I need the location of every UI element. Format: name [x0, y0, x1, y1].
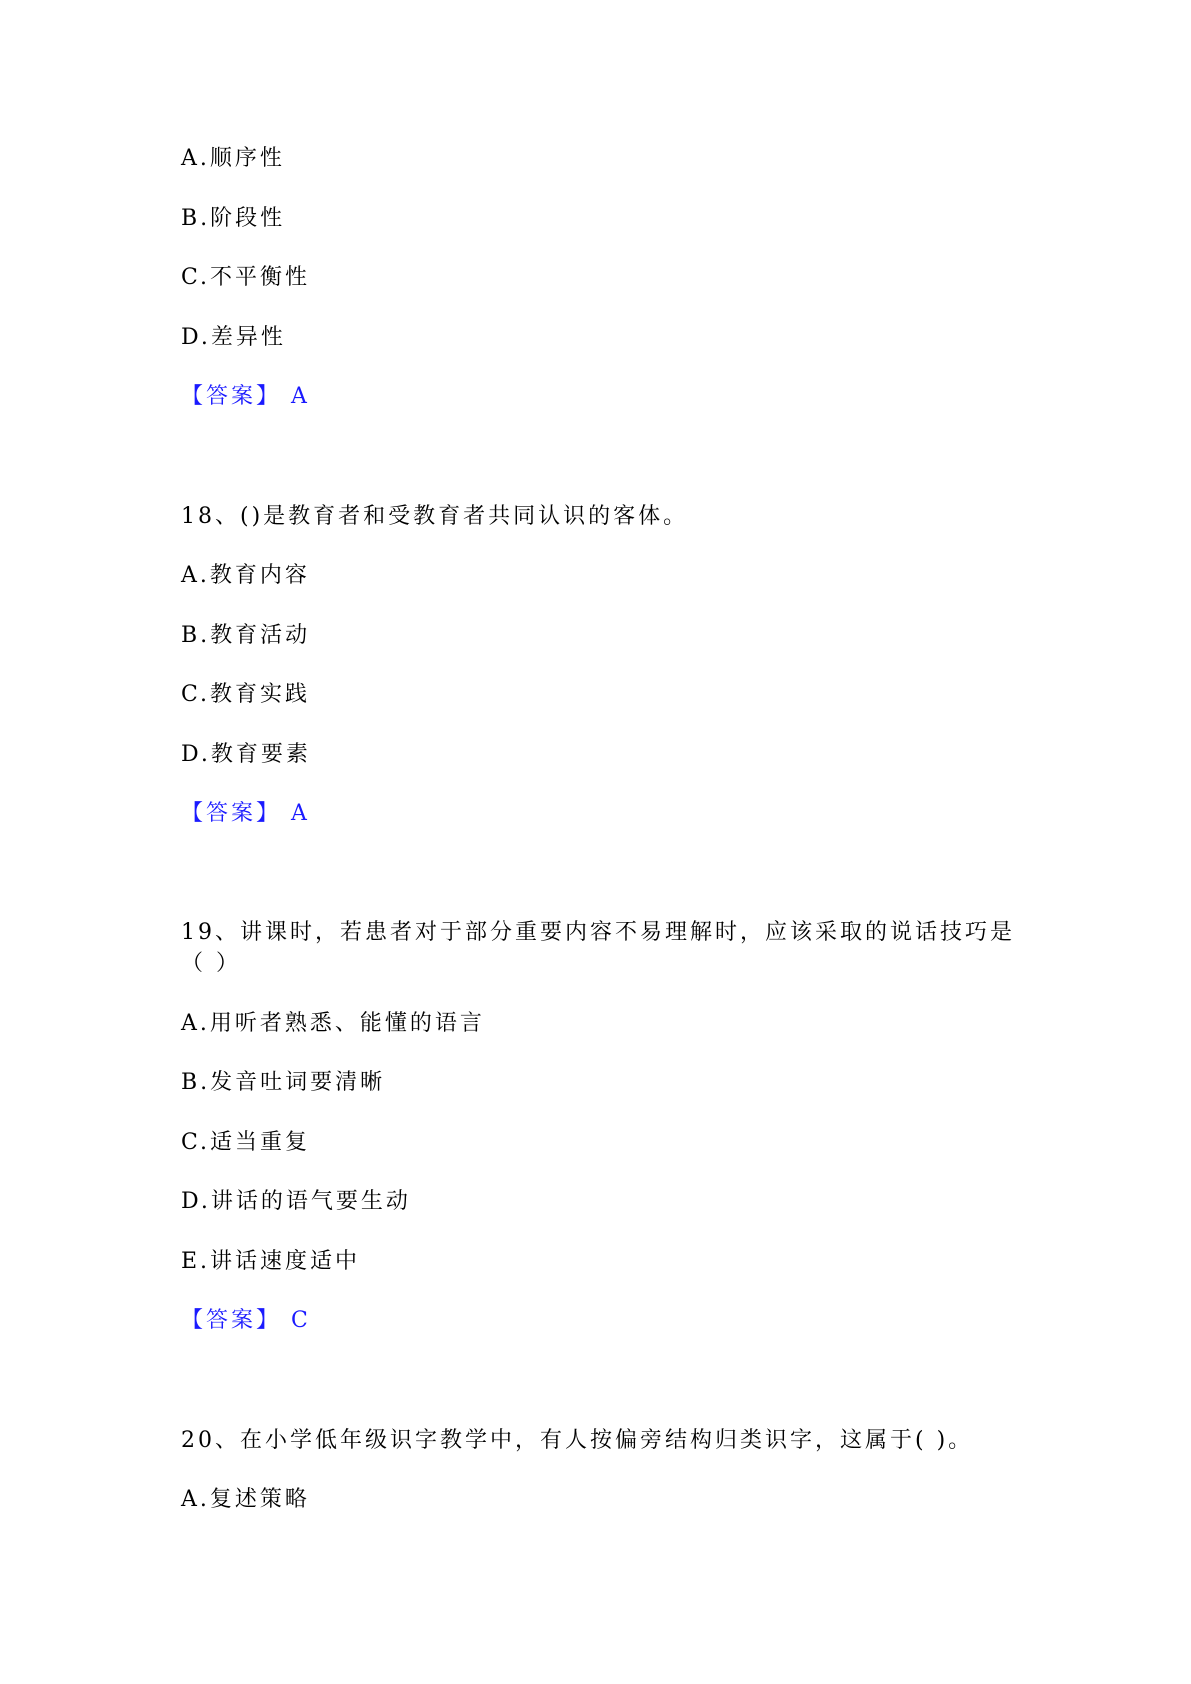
- q18-option-b: B.教育活动: [181, 623, 311, 648]
- q17-option-b: B.阶段性: [181, 206, 286, 231]
- q17-option-c: C.不平衡性: [181, 265, 311, 290]
- q19-question-line1: 19、讲课时，若患者对于部分重要内容不易理解时，应该采取的说话技巧是: [181, 920, 1015, 945]
- q17-option-d: D.差异性: [181, 325, 286, 350]
- q19-question-line2: （ ）: [181, 951, 241, 976]
- q18-option-a: A.教育内容: [181, 563, 310, 588]
- q18-answer: 【答案】 A: [181, 801, 310, 826]
- q19-option-d: D.讲话的语气要生动: [181, 1189, 411, 1214]
- q19-option-c: C.适当重复: [181, 1130, 311, 1155]
- q19-option-e: E.讲话速度适中: [181, 1249, 361, 1274]
- q17-option-a: A.顺序性: [181, 146, 285, 171]
- q18-option-d: D.教育要素: [181, 742, 311, 767]
- q20-option-a: A.复述策略: [181, 1487, 310, 1512]
- q18-option-c: C.教育实践: [181, 682, 311, 707]
- q20-question: 20、在小学低年级识字教学中，有人按偏旁结构归类识字，这属于( )。: [181, 1428, 974, 1453]
- q18-question: 18、()是教育者和受教育者共同认识的客体。: [181, 504, 689, 529]
- q19-answer: 【答案】 C: [181, 1308, 311, 1333]
- q19-option-a: A.用听者熟悉、能懂的语言: [181, 1011, 485, 1036]
- q19-option-b: B.发音吐词要清晰: [181, 1070, 386, 1095]
- q17-answer: 【答案】 A: [181, 384, 310, 409]
